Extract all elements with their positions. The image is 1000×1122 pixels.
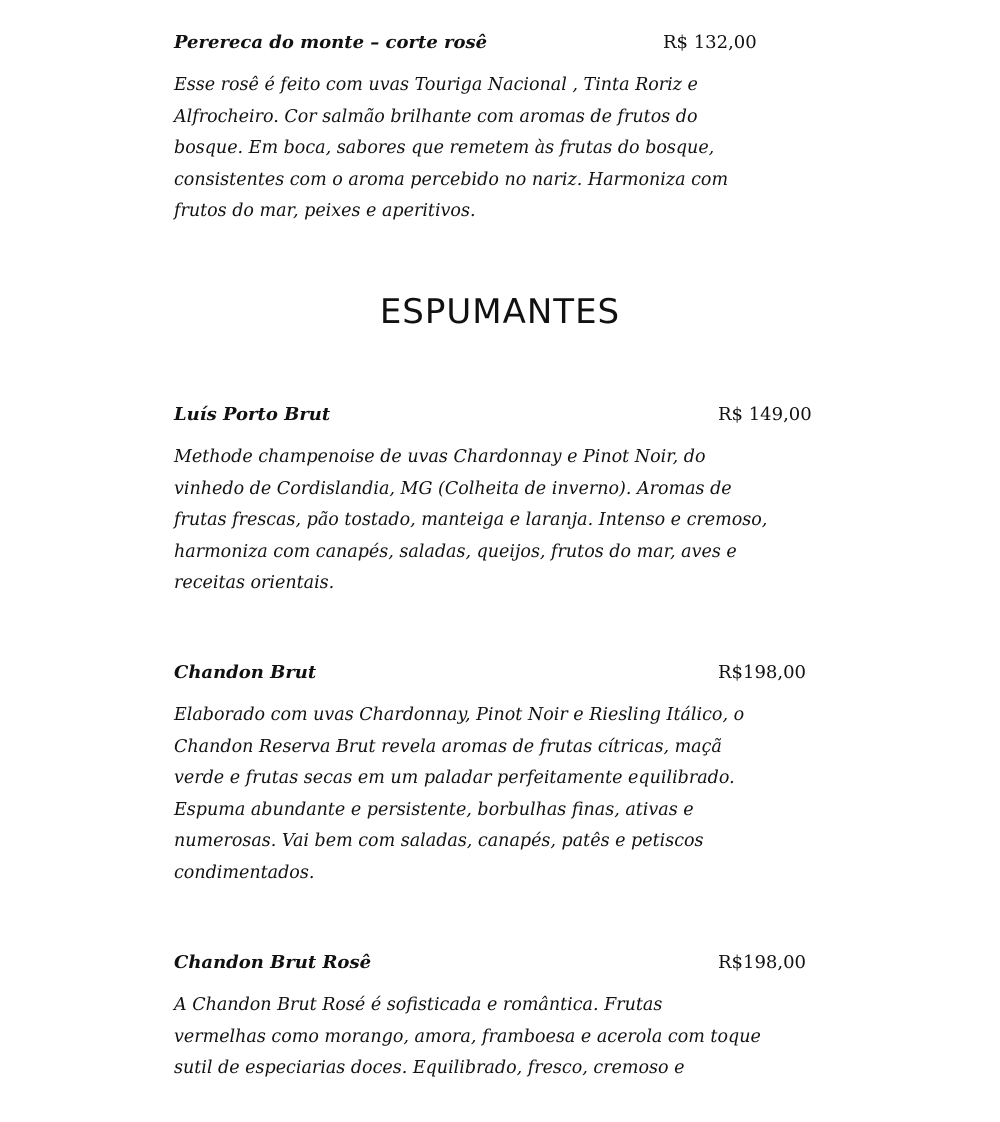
wine-price: R$198,00 — [718, 952, 806, 973]
description-line: bosque. Em boca, sabores que remetem às frutas do bosque, — [174, 138, 715, 158]
wine-name: Luís Porto Brut — [174, 404, 331, 425]
description-line: vermelhas como morango, amora, framboesa e acerola com toque — [174, 1026, 761, 1047]
description-line: vinhedo de Cordislandia, MG (Colheita de inverno). Aromas de — [174, 478, 732, 499]
description-line: verde e frutas secas em um paladar perfeitamente equilibrado. — [174, 768, 735, 788]
wine-header — [174, 658, 854, 688]
description-line: Elaborado com uvas Chardonnay, Pinot Noir e Riesling Itálico, o — [174, 705, 745, 725]
description-line: numerosas. Vai bem com saladas, canapés, patês e petiscos — [174, 831, 704, 851]
description-line: Chandon Reserva Brut revela aromas de frutas cítricas, maçã — [174, 736, 722, 757]
wine-item-chandon-brut — [174, 658, 854, 889]
description-line: condimentados. — [174, 862, 315, 883]
wine-header — [174, 28, 854, 58]
wine-price: R$ 149,00 — [718, 404, 812, 425]
wine-name: Chandon Brut Rosê — [174, 952, 372, 973]
description-line: sutil de especiarias doces. Equilibrado, fresco, cremoso e — [174, 1058, 685, 1078]
section-title: ESPUMANTES — [379, 292, 621, 332]
wine-name: Chandon Brut — [174, 662, 317, 683]
description-line: consistentes com o aroma percebido no nariz. Harmoniza com — [174, 169, 729, 190]
description-line: receitas orientais. — [174, 573, 335, 593]
wine-price: R$198,00 — [718, 662, 806, 683]
wine-description — [174, 442, 854, 600]
description-line: Alfrocheiro. Cor salmão brilhante com aromas de frutos do — [174, 106, 698, 127]
wine-item-perereca — [174, 28, 854, 228]
description-line: Esse rosê é feito com uvas Touriga Nacional , Tinta Roriz e — [174, 75, 698, 95]
description-line: frutos do mar, peixes e aperitivos. — [174, 201, 476, 221]
description-line: harmoniza com canapés, saladas, queijos, frutos do mar, aves e — [174, 541, 737, 562]
description-line: Methode champenoise de uvas Chardonnay e Pinot Noir, do — [174, 447, 706, 467]
wine-item-luis-porto-brut — [174, 400, 854, 600]
description-line: Espuma abundante e persistente, borbulhas finas, ativas e — [174, 799, 694, 820]
wine-name: Perereca do monte – corte rosê — [174, 32, 488, 53]
wine-header — [174, 400, 854, 430]
wine-description — [174, 990, 854, 1085]
wine-description — [174, 700, 854, 889]
wine-description — [174, 70, 854, 228]
wine-header — [174, 948, 854, 978]
description-line: A Chandon Brut Rosé é sofisticada e romântica. Frutas — [174, 995, 663, 1015]
wine-price: R$ 132,00 — [663, 32, 757, 53]
description-line: frutas frescas, pão tostado, manteiga e laranja. Intenso e cremoso, — [174, 510, 768, 530]
wine-item-chandon-brut-rose — [174, 948, 854, 1085]
